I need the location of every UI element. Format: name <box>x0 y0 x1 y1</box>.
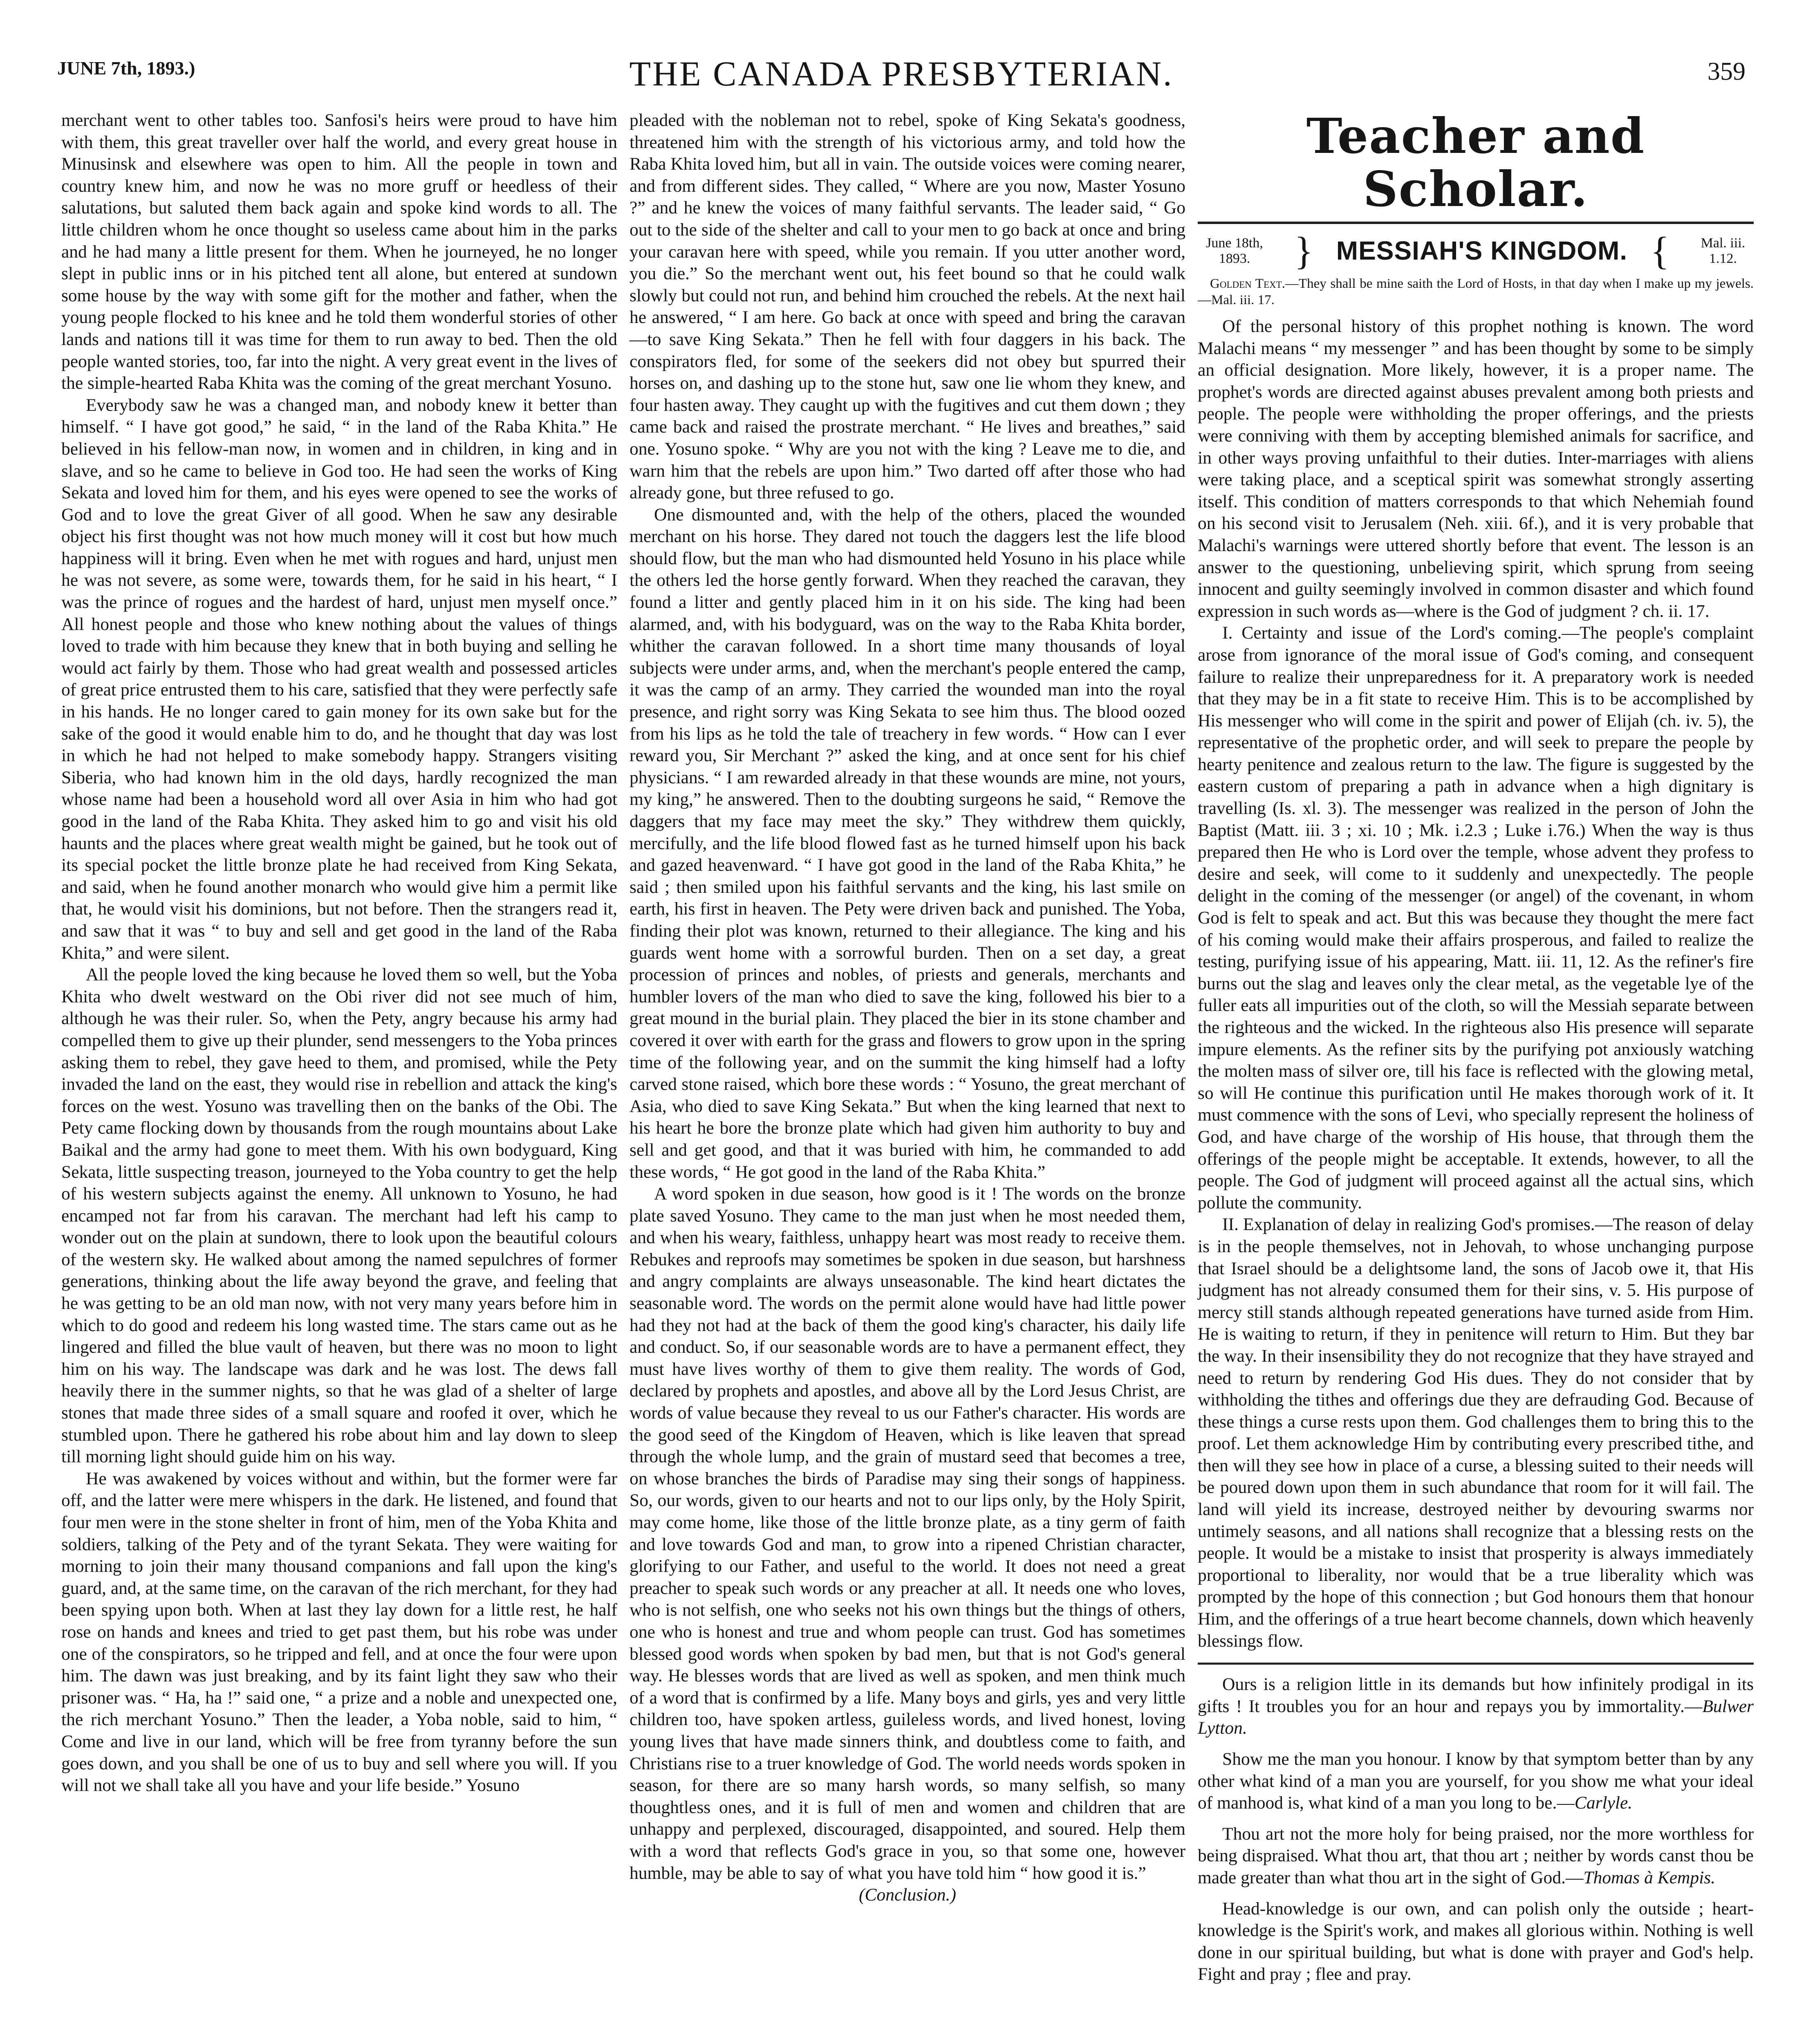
quote-author: Bulwer Lytton. <box>1198 1696 1754 1738</box>
lesson-date-year: 1893. <box>1219 251 1250 266</box>
lesson-paragraph: Of the personal history of this prophet nothing is known. The word Malachi means “ my messenger ” and has been thought by some to be simply an official designation. More likely, however, it is a proper name. The prophet's words are directed against abuses prevalent among both priests and people. The people were withholding the proper offerings, and the priests were conniving with them by accepting blemished animals for sacrifice, and in other ways proving unfaithful to their duties. Inter-marriages with aliens were taking place, and a sceptical spirit was somewhat strongly asserting itself. This condition of matters corresponds to that which Nehemiah found on his second visit to Jerusalem (Neh. xiii. 6f.), and it is very probable that Malachi's warnings were uttered shortly before that event. The lesson is an answer to the questioning, unbelieving spirit, which sprung from seeing innocent and guilty seemingly involved in common disaster and which found expression in such words as—where is the God of judgment ? ch. ii. 17. <box>1198 316 1754 621</box>
golden-text-label: Golden Text. <box>1210 276 1285 291</box>
golden-text-body: —They shall be mine saith the Lord of Hosts, in that day when I make up my jewels.—Mal. iii. 17. <box>1198 276 1754 307</box>
column-2 <box>630 110 1185 1906</box>
story-paragraph: All the people loved the king because he loved them so well, but the Yoba Khita who dwelt westward on the Obi river did not see much of him, although he was their ruler. So, when the Pety, angry because his army had compelled them to give up their plunder, send messengers to the Yoba princes asking them to rebel, they gave heed to them, and promised, while the Pety invaded the land on the east, they would rise in rebellion and attack the king's forces on the west. Yosuno was travelling then on the banks of the Obi. The Pety came flocking down by thousands from the rough mountains about Lake Baikal and the army had gone to meet them. With his own bodyguard, King Sekata, little suspecting treason, journeyed to the Yoba country to get the help of his western subjects against the enemy. All unknown to Yosuno, he had encamped not far from his caravan. The merchant had left his camp to wonder out on the plain at sundown, there to look upon the beautiful colours of the western sky. He walked about among the named sepulchres of former generations, thinking about the life away beyond the grave, and feeling that he was getting to be an old man now, with not very many years before him in which to do good and redeem his long wasted time. The stars came out as he lingered and filled the blue vault of heaven, but there was no moon to light him on his way. The landscape was dark and he was lost. The dews fall heavily there in the summer nights, so that he was glad of a shelter of large stones that made three sides of a small square and roofed it over, which he stumbled upon. There he gathered his robe about him and lay down to sleep till morning light should guide him on his way. <box>61 965 617 1467</box>
quote-author: Carlyle. <box>1574 1793 1633 1813</box>
quote-text: Show me the man you honour. I know by that symptom better than by any other what kind of a man you are yourself, for you show me what your ideal of manhood is, what kind of a man you long to be.— <box>1198 1749 1754 1813</box>
lesson-title: MESSIAH'S KINGDOM. <box>1336 236 1628 266</box>
lesson-date <box>1198 235 1271 267</box>
conclusion-note: (Conclusion.) <box>858 1885 957 1905</box>
column-1 <box>61 110 617 1797</box>
story-paragraph: A word spoken in due season, how good is it ! The words on the bronze plate saved Yosuno. They came to the man just when he most needed them, and when his weary, faithless, unhappy heart was most ready to receive them. Rebukes and reproofs may sometimes be spoken in due season, but harshness and angry complaints are always unseasonable. The kind heart dictates the seasonable word. The words on the permit alone would have had little power had they not had at the back of them the good king's character, his daily life and conduct. So, if our seasonable words are to have a permanent effect, they must have lives worthy of them to give them reality. The words of God, declared by prophets and apostles, and above all by the Lord Jesus Christ, are words of value because they reveal to us our Father's character. His words are the good seed of the Kingdom of Heaven, which is like leaven that spread through the whole lump, and the grain of mustard seed that becomes a tree, on whose branches the birds of Paradise may sing their songs of happiness. So, our words, given to our hearts and not to our lips only, by the Holy Spirit, may come home, like those of the little bronze plate, as a tiny germ of faith and love towards God and man, to grow into a ripened Christian character, glorifying to our Father, and useful to the world. It does not need a great preacher to speak such words or any preacher at all. It needs one who loves, who is not selfish, one who seeks not his own things but the things of others, one who is honest and true and whom people can trust. God has sometimes blessed good words when spoken by bad men, but that is not God's general way. He blesses words that are lived as well as spoken, and men think much of a word that is confirmed by a life. Many boys and girls, yes and very little children too, have spoken artless, guileless words, and lived honest, loving young lives that have made sinners think, and doubtless come to faith, and Christians rise to a truer knowledge of God. The world needs words spoken in season, for there are so many harsh words, so many selfish, so many thoughtless ones, and it is full of men and women and children that are unhappy and perplexed, discouraged, disappointed, and soured. Help them with a word that reflects God's grace in you, so that some one, however humble, may be able to say of what you have told him “ how good it is.” <box>630 1184 1185 1883</box>
masthead-title: THE CANADA PRESBYTERIAN. <box>629 54 1174 93</box>
quotations-box <box>1198 1663 1754 1986</box>
story-paragraph: One dismounted and, with the help of the others, placed the wounded merchant on his horse. They dared not touch the daggers lest the life blood should flow, but the man who had dismounted held Yosuno in his place while the others led the horse gently forward. When they reached the caravan, they found a litter and gently placed him in it on his side. The king had been alarmed, and, with his bodyguard, was on the way to the Raba Khita border, whither the caravan followed. In a short time many thousands of loyal subjects were under arms, and, when the merchant's people entered the camp, it was the camp of an army. They carried the wounded man into the royal presence, and right sorry was King Sekata to see him thus. The blood oozed from his lips as he told the tale of treachery in few words. “ How can I ever reward you, Sir Merchant ?” asked the king, and at once sent for his chief physicians. “ I am rewarded already in that these wounds are mine, not yours, my king,” he answered. Then to the doubting surgeons he said, “ Remove the daggers that my face may meet the sky.” They withdrew them quickly, mercifully, and the life blood flowed fast as he turned himself upon his back and gazed heavenward. “ I have got good in the land of the Raba Khita,” he said ; then smiled upon his faithful servants and the king, his last smile on earth, his first in heaven. The Pety were driven back and punished. The Yoba, finding their plot was known, returned to their allegiance. The king and his guards went home with a sorrowful burden. Then on a set day, a great procession of princes and nobles, of priests and generals, merchants and humbler lovers of the man who died to save the king, followed his bier to a great mound in the burial plain. They placed the bier in its stone chamber and covered it over with earth for the grass and flowers to grow upon in the spring time of the following year, and on the summit the king himself had a lofty carved stone raised, which bore these words : “ Yosuno, the great merchant of Asia, who died to save King Sekata.” But when the king learned that next to his heart he bore the bronze plate which had given him authority to buy and sell and get good, and that it was buried with him, he commanded to add these words, “ He got good in the land of the Raba Khita.” <box>630 504 1185 1182</box>
divider <box>1198 222 1754 224</box>
brace-glyph: } <box>1294 229 1313 273</box>
story-paragraph: merchant went to other tables too. Sanfosi's heirs were proud to have him with them, this great traveller over half the world, and every great house in Minusinsk and elsewhere was open to him. All the people in town and country knew him, and now he was no more gruff or heedless of their salutations, but saluted them back again and spoke kind words to all. The little children whom he once thought so useless came about him in the parks and he had many a little present for them. When he journeyed, he no longer slept in public inns or in his pitched tent all alone, but entered at sundown some house by the way with some gift for the mother and father, when the young people flocked to his knee and he told them wonderful stories of other lands and nations till it was time for them to run away to bed. Then the old people wanted stories, too, far into the night. A very great event in the lives of the simple-hearted Raba Khita was the coming of the great merchant Yosuno. <box>61 110 617 393</box>
lesson-paragraph: I. Certainty and issue of the Lord's coming.—The people's complaint arose from ignorance of the moral issue of God's coming, and consequent failure to realize their unpreparedness for it. A preparatory work is needed that they may be in a fit state to receive Him. This is to be accomplished by His messenger who will come in the spirit and power of Elijah (ch. iv. 5), the representative of the prophetic order, and will seek to prepare the people by hearty penitence and zealous return to the law. The figure is suggested by the eastern custom of preparing a path in advance when a high dignitary is travelling (Is. xl. 3). The messenger was realized in the person of John the Baptist (Matt. iii. 3 ; xi. 10 ; Mk. i.2.3 ; Luke i.76.) When the way is thus prepared then He who is Lord over the temple, whose advent they profess to desire and seek, will come to it suddenly and unexpectedly. The people delight in the coming of the messenger (or angel) of the covenant, in whom God is felt to speak and act. But this was because they thought the mere fact of his coming would make their affairs prosperous, and failed to realize the testing, purifying issue of his appearing, Matt. iii. 11, 12. As the refiner's fire burns out the slag and leaves only the clear metal, as the vegetable lye of the fuller eats all impurities out of the cloth, so will the Messiah separate between the righteous and the wicked. In the righteous also His presence will separate impure elements. As the refiner sits by the purifying pot anxiously watching the molten mass of silver ore, till his face is reflected with the glowing metal, so will He continue this purification until He makes thorough work of it. It must commence with the sons of Levi, who specially represent the holiness of God, and have charge of the worship of His house, that through them the offerings of the people might be acceptable. It extends, however, to all the people. The God of judgment will proceed against all the actual sins, which pollute the community. <box>1198 623 1754 1213</box>
quote-text: Ours is a religion little in its demands but how infinitely prodigal in its gifts ! It troubles you for an hour and repays you by immortality.— <box>1198 1674 1754 1716</box>
brace-glyph: { <box>1650 229 1669 273</box>
issue-date: JUNE 7th, 1893.) <box>57 58 195 78</box>
column-3 <box>1198 110 1754 1995</box>
quotation <box>1198 1748 1754 1814</box>
lesson-date-line: June 18th, <box>1206 235 1263 251</box>
story-paragraph: pleaded with the nobleman not to rebel, spoke of King Sekata's goodness, threatened him with the strength of his victorious army, and told how the Raba Khita loved him, but all in vain. The outside voices were coming nearer, and from different sides. They called, “ Where are you now, Master Yosuno ?” and he knew the voices of many faithful servants. The leader said, “ Go out to the side of the shelter and call to your men to go back at once and bring your caravan here with speed, while you remain. If you utter another word, you die.” So the merchant went out, his feet bound so that he could walk slowly but could not run, and behind him crouched the rebels. At the next hail he answered, “ I am here. Go back at once with speed and bring the caravan—to save King Sekata.” Then he fell with four daggers in his back. The conspirators fled, for some of the seekers did not obey but spurred their horses on, and dashing up to the stone hut, saw one lie whom they knew, and four hasten away. They caught up with the fugitives and cut them down ; they came back and raised the prostrate merchant. “ He lives and breathes,” said one. Yosuno spoke. “ Why are you not with the king ? Leave me to die, and warn him that the rebels are upon him.” Two darted off after those who had already gone, but three refused to go. <box>630 110 1185 503</box>
quotation <box>1198 1823 1754 1889</box>
story-paragraph: Everybody saw he was a changed man, and nobody knew it better than himself. “ I have got good,” he said, “ in the land of the Raba Khita.” He believed in his fellow-man now, in women and in children, in king and in slave, and so he came to believe in God too. He had seen the works of King Sekata and loved him for them, and his eyes were opened to see the works of God and to love the great Giver of all good. When he saw any desirable object his first thought was not how much money will it cost but how much happiness will it bring. Even when he met with rogues and hard, unjust men he was not severe, as some were, towards them, for he said in his heart, “ I was the prince of rogues and the hardest of hard, unjust men myself once.” All honest people and those who knew nothing about the values of things loved to trade with him because they knew that in both buying and selling he would act fairly by them. Those who had great wealth and possessed articles of great price entrusted them to his care, satisfied that they were perfectly safe in his hands. He no longer cared to gain money for its own sake but for the sake of the good it would enable him to do, and he thought that day was lost in which he had not helped to make somebody happy. Strangers visiting Siberia, who had known him in the old days, hardly recognized the man whose name had been a household word all over Asia in him who had got good in the land of the Raba Khita. They asked him to go and visit his old haunts and the places where great wealth might be gained, but he took out of its special pocket the little bronze plate he had received from King Sekata, and said, when he found another monarch who would give him a permit like that, he would visit his dominions, but not before. Then the strangers read it, and saw that it was “ to buy and sell and get good in the land of the Raba Khita,” and were silent. <box>61 395 617 963</box>
quote-text: Head-knowledge is our own, and can polish only the outside ; heart-knowledge is the Spirit's work, and makes all glorious within. Nothing is well done in our spiritual building, but what is done with prayer and God's help. Fight and pray ; flee and pray. <box>1198 1898 1754 1984</box>
quotation <box>1198 1898 1754 1986</box>
quote-author: Thomas à Kempis. <box>1583 1867 1716 1887</box>
lesson-ref-verses: 1.12. <box>1709 251 1737 266</box>
lesson-reference <box>1692 235 1754 267</box>
page-header <box>57 53 1746 98</box>
golden-text <box>1198 276 1754 308</box>
quote-text: Thou art not the more holy for being praised, nor the more worthless for being dispraised. What thou art, that thou art ; neither by words canst thou be made greater than what thou art in the sight of God.— <box>1198 1824 1754 1887</box>
lesson-paragraph: II. Explanation of delay in realizing God's promises.—The reason of delay is in the people themselves, not in Jehovah, to whose unchanging purpose that Israel should be a delightsome land, the sons of Jacob owe it, that His judgment has not already consumed them for their sins, v. 5. His purpose of mercy still stands although repeated generations have turned aside from Him. He is waiting to return, if they in penitence will return to Him. But they bar the way. In their insensibility they do not recognize that they have strayed and need to return by rendering God His dues. They do not consider that by withholding the tithes and offerings due they are defrauding God. Because of these things a curse rests upon them. God challenges them to bring this to the proof. Let them acknowledge Him by contributing every prescribed tithe, and then will they see how in place of a curse, a blessing suited to their needs will be poured down upon them in such abundance that room for it will fail. The land will yield its increase, destroyed neither by devouring swarms nor untimely seasons, and all nations shall recognize that a blessing rests on the people. It would be a mistake to insist that prosperity is always immediately proportional to liberality, nor would that be a true liberality which was prompted by the hope of this connection ; but God honours them that honour Him, and the offerings of a true heart become channels, down which heavenly blessings flow. <box>1198 1215 1754 1651</box>
section-title: Teacher and Scholar. <box>1306 108 1645 217</box>
story-paragraph: He was awakened by voices without and within, but the former were far off, and the latter were mere whispers in the dark. He listened, and found that four men were in the stone shelter in front of him, men of the Yoba Khita and soldiers, talking of the Pety and of the tyrant Sekata. They were waiting for morning to join their many thousand companions and fall upon the king's guard, and, at the same time, on the caravan of the rich merchant, for they had been spying upon both. When at last they lay down for a little rest, he half rose on hands and knees and tried to get past them, but his robe was under one of the conspirators, so he tripped and fell, and at once the four were upon him. The dawn was just breaking, and by its faint light they saw who their prisoner was. “ Ha, ha !” said one, “ a prize and a noble and unexpected one, the rich merchant Yosuno.” Then the leader, a Yoba noble, said to him, “ Come and live in our land, which will be free from tyranny before the sun goes down, and you shall be one of us to buy and sell where you will. If you will not we shall take all you have and your life beside.” Yosuno <box>61 1468 617 1795</box>
quotation <box>1198 1674 1754 1739</box>
lesson-ref-book: Mal. iii. <box>1701 235 1746 251</box>
page-number: 359 <box>1707 58 1746 85</box>
lesson-header <box>1198 231 1754 271</box>
